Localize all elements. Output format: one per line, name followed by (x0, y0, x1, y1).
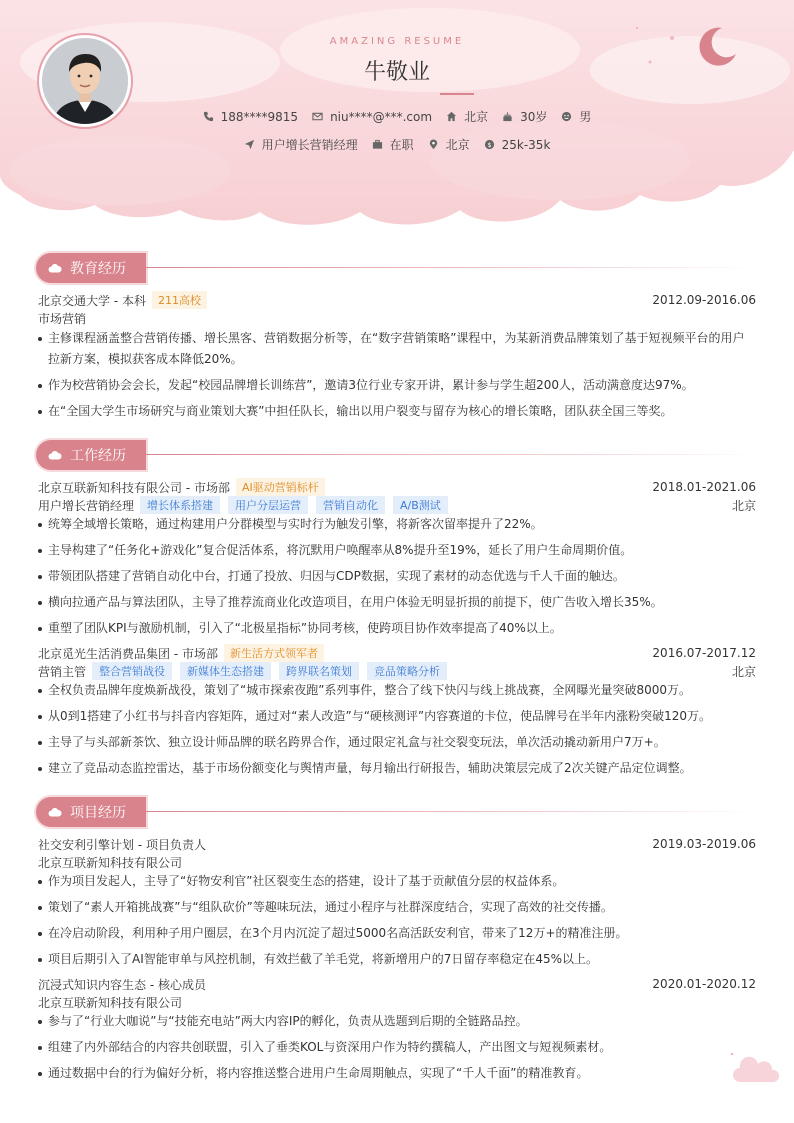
list-item: 在“全国大学生市场研究与商业策划大赛”中担任队长，输出以用户裂变与留存为核心的增长策略，团队获全国三等奖。 (38, 401, 756, 422)
skill-tag: 用户分层运营 (228, 496, 308, 514)
project-name: 社交安利引擎计划 - 项目负责人 (38, 837, 206, 852)
email-text: niu****@***.com (330, 109, 433, 124)
skill-tag: 新媒体生态搭建 (180, 662, 271, 680)
list-item: 主导构建了“任务化+游戏化”复合促活体系，将沉默用户唤醒率从8%提升至19%，延长了用户生命周期价值。 (38, 540, 756, 561)
list-item: 通过数据中台的行为偏好分析，将内容推送整合进用户生命周期触点，实现了“千人千面”的精准教育。 (38, 1063, 756, 1084)
target-city-text: 北京 (445, 138, 470, 152)
mail-icon (312, 111, 323, 122)
name-underline (440, 93, 474, 95)
target-city-item (428, 136, 470, 153)
salary-icon (484, 139, 495, 150)
job-date: 2016.07-2017.12 (652, 646, 756, 660)
work-title: 工作经历 (70, 448, 126, 464)
job-date: 2018.01-2021.06 (652, 480, 756, 494)
list-item: 统筹全域增长策略，通过构建用户分群模型与实时行为触发引擎，将新客次留率提升了22%。 (38, 514, 756, 535)
send-icon (244, 139, 255, 150)
job-city: 北京 (731, 664, 756, 679)
phone-text: 188****9815 (220, 109, 299, 124)
decorative-cloud-icon (728, 1050, 784, 1084)
target-position-item (244, 136, 358, 153)
skill-tag: 整合营销战役 (92, 662, 172, 680)
list-item: 策划了“素人开箱挑战赛”与“组队砍价”等趣味玩法，通过小程序与社群深度结合，实现了高效的社交传播。 (38, 897, 756, 918)
age-text: 30岁 (520, 110, 548, 124)
project-section-header (36, 797, 756, 827)
list-item: 重塑了团队KPI与激励机制，引入了“北极星指标”协同考核，使跨项目协作效率提高了40%以上。 (38, 618, 756, 639)
list-item: 主修课程涵盖整合营销传播、增长黑客、营销数据分析等，在“数字营销策略”课程中，为某新消费品牌策划了基于短视频平台的用户拉新方案，模拟获客成本降低20%。 (38, 328, 756, 370)
company-name: 北京觅光生活消费品集团 - 市场部 (38, 646, 218, 661)
list-item: 项目后期引入了AI智能审单与风控机制，有效拦截了羊毛党，将新增用户的7日留存率稳定在45%以上。 (38, 949, 756, 970)
work-title-pill (36, 440, 146, 470)
job-city: 北京 (731, 498, 756, 513)
education-major-row (38, 309, 756, 327)
project-title: 项目经历 (70, 805, 126, 821)
school-badge: 211高校 (152, 291, 207, 309)
skill-tag: 增长体系搭建 (140, 496, 220, 514)
target-position-text: 用户增长营销经理 (261, 138, 358, 152)
education-section-header (36, 253, 756, 283)
briefcase-icon (372, 139, 383, 150)
salary-item (484, 138, 551, 152)
gender-icon (561, 111, 572, 122)
section-divider (146, 454, 756, 455)
salary-text: 25k-35k (501, 137, 551, 152)
job-bullets (38, 514, 756, 644)
email-item (312, 110, 432, 124)
list-item: 作为校营销协会会长，发起“校园品牌增长训练营”，邀请3位行业专家开讲，累计参与学生超200人，活动满意度达97%。 (38, 375, 756, 396)
list-item: 建立了竞品动态监控雷达，基于市场份额变化与舆情声量，每月输出行研报告，辅助决策层完成了2次关键产品定位调整。 (38, 758, 756, 779)
phone-item (203, 110, 298, 124)
project-org: 北京互联新知科技有限公司 (38, 855, 183, 870)
job-role: 用户增长营销经理 (38, 498, 135, 513)
education-bullets (38, 328, 756, 427)
project-org-row (38, 853, 756, 871)
section-divider (146, 267, 756, 268)
resume-header (0, 0, 794, 240)
project-name: 沉浸式知识内容生态 - 核心成员 (38, 977, 206, 992)
cloud-icon (48, 807, 62, 817)
resume-tagline: AMAZING RESUME (329, 36, 465, 47)
job-entry-header (38, 478, 756, 496)
project-bullets (38, 871, 756, 975)
list-item: 全权负责品牌年度焕新战役，策划了“城市探索夜跑”系列事件，整合了线下快闪与线上挑战赛，全网曝光量突破8000万。 (38, 680, 756, 701)
list-item: 主导了与头部新茶饮、独立设计师品牌的联名跨界合作，通过限定礼盒与社交裂变玩法，单次活动撬动新用户7万+。 (38, 732, 756, 753)
cloud-icon (48, 263, 62, 273)
list-item: 带领团队搭建了营销自动化中台，打通了投放、归因与CDP数据，实现了素材的动态优选与千人千面的触达。 (38, 566, 756, 587)
home-city-text: 北京 (464, 110, 489, 124)
company-badge: 新生活方式领军者 (224, 644, 324, 662)
location-icon (428, 139, 439, 150)
cloud-icon (48, 450, 62, 460)
gender-item (561, 108, 591, 125)
home-icon (446, 111, 457, 122)
project-date: 2020.01-2020.12 (652, 977, 756, 991)
skill-tag: A/B测试 (393, 496, 448, 514)
age-item (502, 108, 547, 125)
education-date: 2012.09-2016.06 (652, 293, 756, 307)
education-entry-header (38, 291, 756, 309)
skill-tag: 营销自动化 (316, 496, 385, 514)
list-item: 参与了“行业大咖说”与“技能充电站”两大内容IP的孵化，负责从选题到后期的全链路品控。 (38, 1011, 756, 1032)
project-bullets (38, 1011, 756, 1089)
education-title-pill (36, 253, 146, 283)
skill-tag: 竞品策略分析 (367, 662, 447, 680)
company-name: 北京互联新知科技有限公司 - 市场部 (38, 480, 230, 495)
phone-icon (203, 111, 214, 122)
school-name: 北京交通大学 - 本科 (38, 293, 146, 308)
project-title-pill (36, 797, 146, 827)
candidate-name: 牛敬业 (363, 60, 430, 85)
gender-text: 男 (579, 110, 592, 124)
project-entry-header (38, 975, 756, 993)
project-org-row (38, 993, 756, 1011)
job-role-row (38, 496, 756, 514)
project-date: 2019.03-2019.06 (652, 837, 756, 851)
job-status-text: 在职 (389, 138, 414, 152)
list-item: 组建了内外部结合的内容共创联盟，引入了垂类KOL与资深用户作为特约撰稿人，产出图文与短视频素材。 (38, 1037, 756, 1058)
education-title: 教育经历 (70, 261, 126, 277)
list-item: 从0到1搭建了小红书与抖音内容矩阵，通过对“素人改造”与“硬核测评”内容赛道的卡位，使品牌号在半年内涨粉突破120万。 (38, 706, 756, 727)
home-city-item (446, 108, 488, 125)
job-role-row (38, 662, 756, 680)
project-org: 北京互联新知科技有限公司 (38, 995, 183, 1010)
contact-row (0, 108, 794, 125)
job-entry-header (38, 644, 756, 662)
list-item: 作为项目发起人，主导了“好物安利官”社区裂变生态的搭建，设计了基于贡献值分层的权益体系。 (38, 871, 756, 892)
cake-icon (502, 111, 513, 122)
project-entry-header (38, 835, 756, 853)
job-status-item (372, 136, 414, 153)
major-name: 市场营销 (38, 311, 87, 326)
skill-tag: 跨界联名策划 (279, 662, 359, 680)
list-item: 横向拉通产品与算法团队，主导了推荐流商业化改造项目，在用户体验无明显折损的前提下，使广告收入增长35%。 (38, 592, 756, 613)
work-section-header (36, 440, 756, 470)
job-intent-row (0, 136, 794, 153)
company-badge: AI驱动营销标杆 (236, 478, 325, 496)
section-divider (146, 811, 756, 812)
job-bullets (38, 680, 756, 784)
svg-text:$: $ (487, 140, 492, 149)
job-role: 营销主管 (38, 664, 87, 679)
list-item: 在冷启动阶段，利用种子用户圈层，在3个月内沉淀了超过5000名高活跃安利官，带来了12万+的精准注册。 (38, 923, 756, 944)
